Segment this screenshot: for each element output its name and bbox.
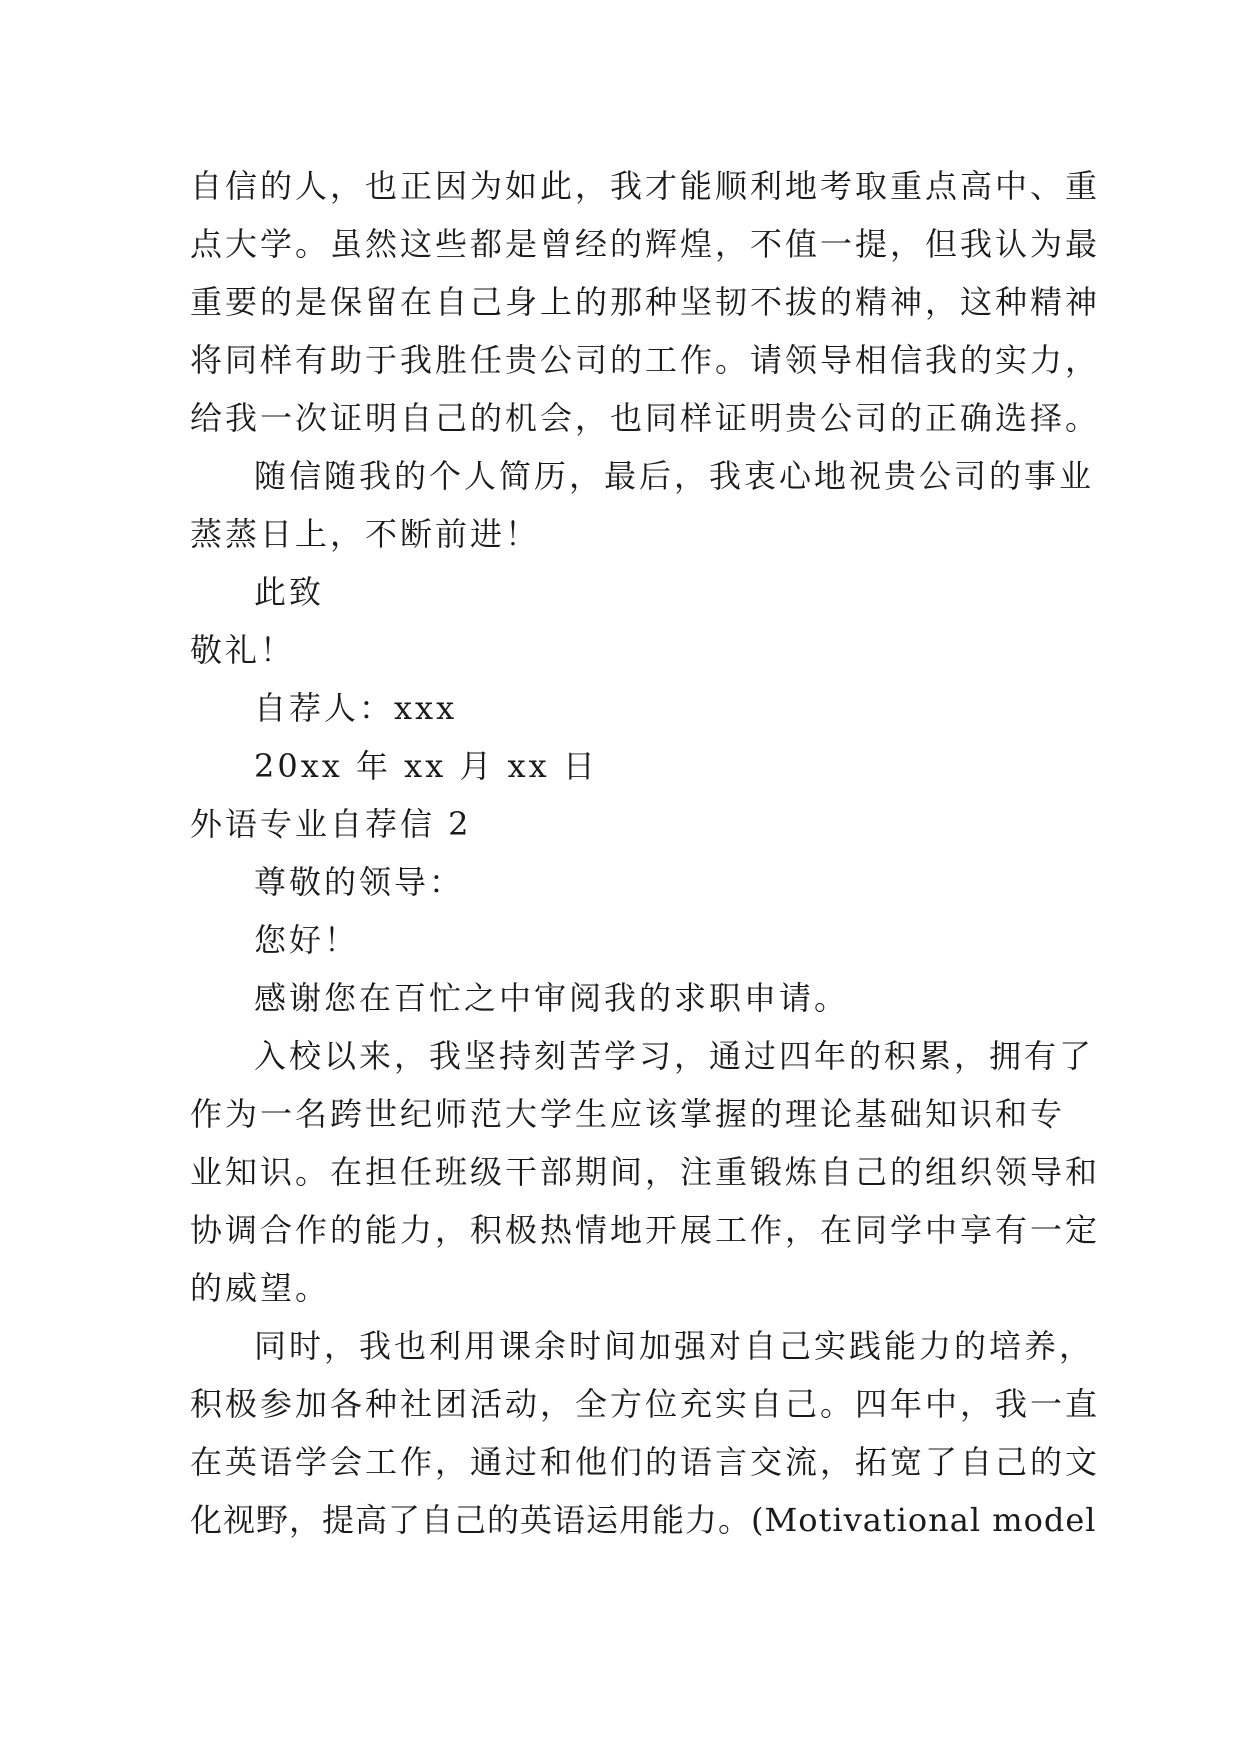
paragraph-line: 业知识。在担任班级干部期间，注重锻炼自己的组织领导和 xyxy=(190,1153,1101,1191)
paragraph-line: 的威望。 xyxy=(190,1269,331,1307)
paragraph-line: 将同样有助于我胜任贵公司的工作。请领导相信我的实力， xyxy=(190,341,1101,379)
paragraph-line: 蒸蒸日上，不断前进！ xyxy=(190,515,541,553)
paragraph-line: 入校以来，我坚持刻苦学习，通过四年的积累，拥有了 xyxy=(254,1037,1095,1075)
paragraph-line: 作为一名跨世纪师范大学生应该掌握的理论基础知识和专 xyxy=(190,1095,1066,1133)
paragraph-line: 同时，我也利用课余时间加强对自己实践能力的培养， xyxy=(254,1327,1095,1365)
greeting-line: 尊敬的领导： xyxy=(254,863,465,901)
paragraph-line: 感谢您在百忙之中审阅我的求职申请。 xyxy=(254,979,850,1017)
paragraph-line: 重要的是保留在自己身上的那种坚韧不拔的精神，这种精神 xyxy=(190,283,1101,321)
signature-line: 自荐人：xxx xyxy=(254,689,458,727)
paragraph-line: 随信随我的个人简历，最后，我衷心地祝贵公司的事业 xyxy=(254,457,1095,495)
paragraph-line: 点大学。虽然这些都是曾经的辉煌，不值一提，但我认为最 xyxy=(190,225,1101,263)
closing-line: 此致 xyxy=(254,573,325,611)
paragraph-line: 化视野，提高了自己的英语运用能力。(Motivational model xyxy=(190,1501,1097,1539)
paragraph-line: 协调合作的能力，积极热情地开展工作，在同学中享有一定 xyxy=(190,1211,1101,1249)
paragraph-line: 在英语学会工作，通过和他们的语言交流，拓宽了自己的文 xyxy=(190,1443,1101,1481)
paragraph-line: 给我一次证明自己的机会，也同样证明贵公司的正确选择。 xyxy=(190,399,1101,437)
date-line: 20xx 年 xx 月 xx 日 xyxy=(254,747,598,785)
salutation-line: 敬礼！ xyxy=(190,631,296,669)
greeting-line: 您好！ xyxy=(254,921,360,959)
paragraph-line: 自信的人，也正因为如此，我才能顺利地考取重点高中、重 xyxy=(190,167,1101,205)
paragraph-line: 积极参加各种社团活动，全方位充实自己。四年中，我一直 xyxy=(190,1385,1101,1423)
section-title: 外语专业自荐信 2 xyxy=(190,805,472,843)
